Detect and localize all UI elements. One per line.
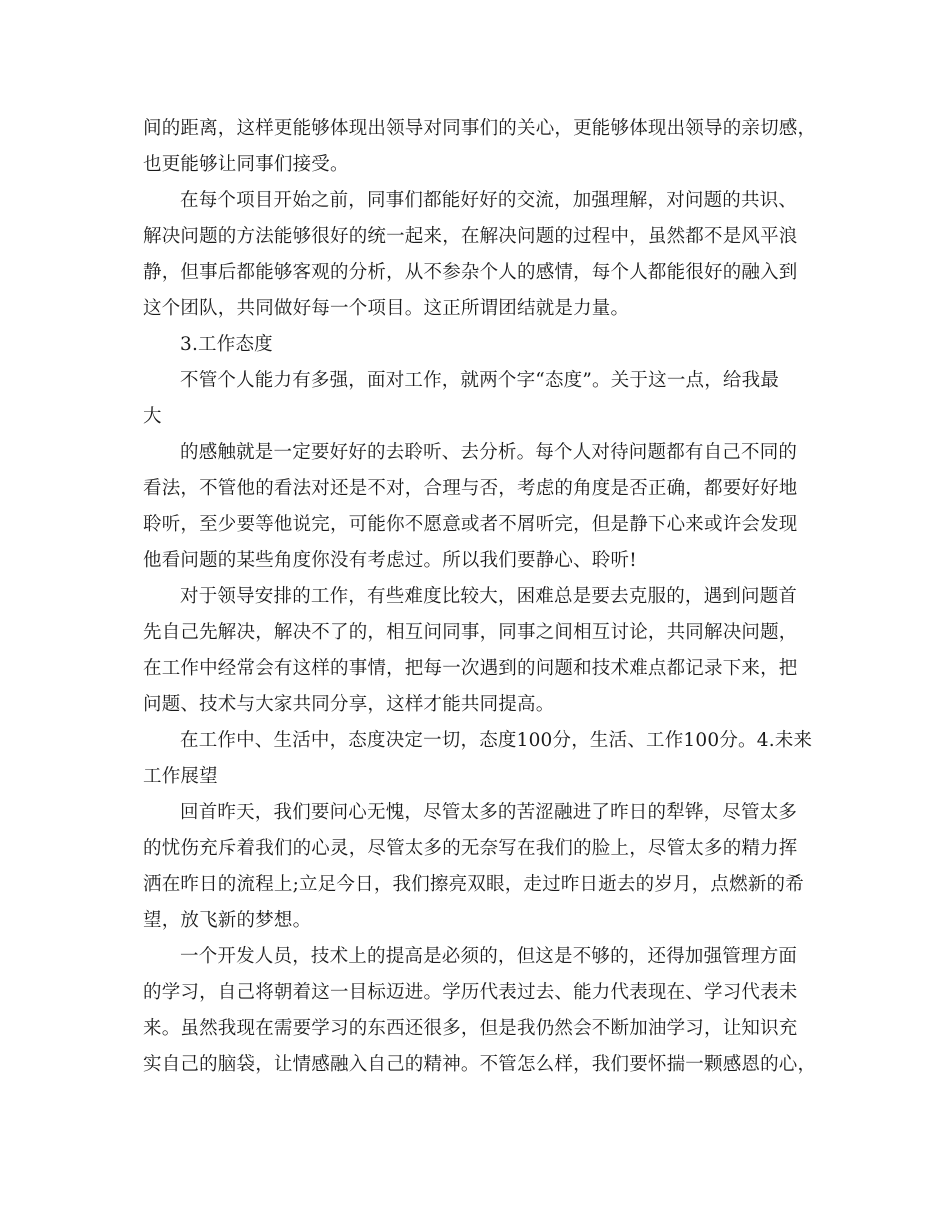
text-line: 他看问题的某些角度你没有考虑过。所以我们要静心、聆听! — [143, 550, 637, 571]
text-line: 在工作中经常会有这样的事情，把每一次遇到的问题和技术难点都记录下来，把 — [143, 658, 798, 679]
section-heading: 3.工作态度 — [180, 334, 273, 355]
text-line: 回首昨天，我们要问心无愧，尽管太多的苦涩融进了昨日的犁铧，尽管太多 — [180, 802, 798, 823]
text-line: 的感触就是一定要好好的去聆听、去分析。每个人对待问题都有自己不同的 — [180, 442, 798, 463]
text-line: 工作展望 — [143, 766, 218, 787]
text-line: 的学习，自己将朝着这一目标迈进。学历代表过去、能力代表现在、学习代表未 — [143, 982, 798, 1003]
text-line: 先自己先解决，解决不了的，相互问同事，同事之间相互讨论，共同解决问题， — [143, 622, 798, 643]
text-line: 对于领导安排的工作，有些难度比较大，困难总是要去克服的，遇到问题首 — [180, 586, 798, 607]
text-line: 的忧伤充斥着我们的心灵，尽管太多的无奈写在我们的脸上，尽管太多的精力挥 — [143, 838, 798, 859]
text-line: 在每个项目开始之前，同事们都能好好的交流，加强理解，对问题的共识、 — [180, 190, 798, 211]
text-line: 看法，不管他的看法对还是不对，合理与否，考虑的角度是否正确，都要好好地 — [143, 478, 798, 499]
text-line: 解决问题的方法能够很好的统一起来，在解决问题的过程中，虽然都不是风平浪 — [143, 226, 798, 247]
text-line: 这个团队，共同做好每一个项目。这正所谓团结就是力量。 — [143, 298, 630, 319]
text-line: 来。虽然我现在需要学习的东西还很多，但是我仍然会不断加油学习，让知识充 — [143, 1018, 798, 1039]
text-line: 间的距离，这样更能够体现出领导对同事们的关心，更能够体现出领导的亲切感， — [143, 118, 817, 139]
text-line: 静，但事后都能够客观的分析，从不参杂个人的感情，每个人都能很好的融入到 — [143, 262, 798, 283]
text-line: 洒在昨日的流程上;立足今日，我们擦亮双眼，走过昨日逝去的岁月，点燃新的希 — [143, 874, 804, 895]
text-line: 实自己的脑袋，让情感融入自己的精神。不管怎么样，我们要怀揣一颗感恩的心， — [143, 1054, 817, 1075]
text-line: 也更能够让同事们接受。 — [143, 154, 349, 175]
text-line: 不管个人能力有多强，面对工作，就两个字“态度”。关于这一点，给我最 — [180, 370, 780, 391]
text-line: 聆听，至少要等他说完，可能你不愿意或者不屑听完，但是静下心来或许会发现 — [143, 514, 798, 535]
text-line: 一个开发人员，技术上的提高是必须的，但这是不够的，还得加强管理方面 — [180, 946, 798, 967]
text-line: 大 — [143, 406, 162, 427]
text-line: 问题、技术与大家共同分享，这样才能共同提高。 — [143, 694, 555, 715]
text-line: 在工作中、生活中，态度决定一切，态度100分，生活、工作100分。4.未来 — [180, 730, 813, 751]
text-line: 望，放飞新的梦想。 — [143, 910, 312, 931]
